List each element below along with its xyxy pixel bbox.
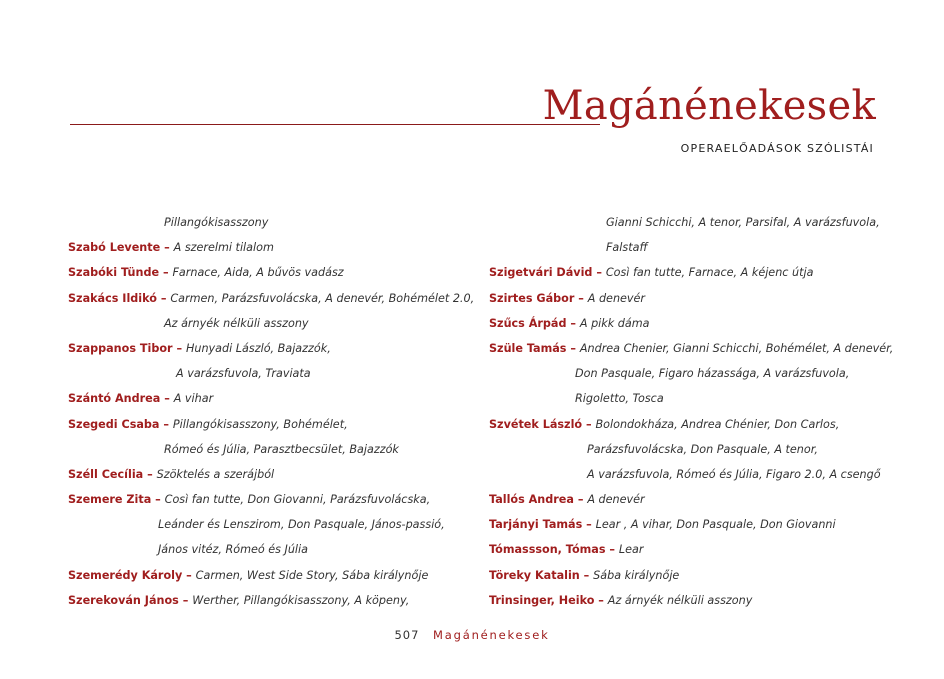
singer-name: Szabó Levente (68, 241, 161, 255)
opera-list: Werther, Pillangókisasszony, A köpeny, (192, 593, 410, 607)
singer-name: Szappanos Tibor (68, 341, 173, 355)
opera-list: A varázsfuvola, Traviata (176, 367, 311, 381)
opera-list: Don Pasquale, Figaro házassága, A varázsfuvola, (575, 367, 850, 381)
singer-entry-line (68, 238, 478, 263)
singer-entry-line (68, 289, 478, 314)
opera-list: Carmen, Parázsfuvolácska, A denevér, Bohémélet 2.0, (170, 291, 475, 305)
opera-list: Az árnyék nélküli asszony (164, 316, 309, 330)
singer-entry-line (489, 415, 889, 440)
opera-list: Sába királynője (593, 568, 680, 582)
right-column (489, 213, 894, 616)
name-separator-dash: – (151, 493, 165, 507)
singer-entry-line (489, 591, 889, 616)
singer-name: Trinsinger, Heiko (489, 593, 595, 607)
opera-list: Andrea Chenier, Gianni Schicchi, Bohémélet, A denevér, (579, 341, 894, 355)
name-separator-dash: – (592, 266, 606, 280)
singer-entry-line (68, 263, 478, 288)
opera-list: Rigoletto, Tosca (575, 392, 664, 406)
opera-list: Lear , A vihar, Don Pasquale, Don Giovanni (595, 518, 836, 532)
name-separator-dash: – (566, 341, 580, 355)
singer-name: Szüle Tamás (489, 341, 567, 355)
singer-entry-line (489, 289, 889, 314)
opera-list: Pillangókisasszony, Bohémélet, (172, 417, 348, 431)
singer-entry-line (489, 389, 889, 414)
name-separator-dash: – (160, 392, 174, 406)
singer-name: Szemerédy Károly (68, 568, 183, 582)
name-separator-dash: – (605, 543, 619, 557)
opera-list: Carmen, West Side Story, Sába királynője (195, 568, 429, 582)
opera-list: Parázsfuvolácska, Don Pasquale, A tenor, (587, 442, 818, 456)
name-separator-dash: – (582, 518, 596, 532)
singer-name: Széll Cecília (68, 467, 144, 481)
opera-list: Farnace, Aida, A bűvös vadász (172, 266, 344, 280)
opera-list: Rómeó és Júlia, Parasztbecsület, Bajazzók (164, 442, 399, 456)
singer-name: Tallós Andrea (489, 493, 574, 507)
name-separator-dash: – (159, 266, 173, 280)
singer-entry-line (68, 339, 478, 364)
singer-name: Szirtes Gábor (489, 291, 575, 305)
opera-list: Falstaff (606, 241, 648, 255)
opera-list: A denevér (587, 493, 645, 507)
singer-entry-line (489, 515, 889, 540)
opera-list: A pikk dáma (579, 316, 650, 330)
singer-name: Szerekován János (68, 593, 179, 607)
footer-title: Magánénekesek (433, 628, 550, 642)
opera-list: Gianni Schicchi, A tenor, Parsifal, A varázsfuvola, (606, 216, 880, 229)
opera-list: Szöktelés a szerájból (156, 467, 275, 481)
singer-entry-line (489, 238, 889, 263)
singer-entry-line (68, 540, 478, 565)
opera-list: Hunyadi László, Bajazzók, (185, 341, 331, 355)
name-separator-dash: – (178, 593, 193, 607)
singer-name: Tómassson, Tómas (489, 543, 606, 557)
singer-entry-line (68, 515, 478, 540)
singer-name: Szabóki Tünde (68, 266, 160, 280)
opera-list: A varázsfuvola, Rómeó és Júlia, Figaro 2.0, A csengő (587, 467, 881, 481)
singer-entry-line (489, 490, 889, 515)
singer-name: Szegedi Csaba (68, 417, 160, 431)
singer-name: Szakács Ildikó (68, 291, 157, 305)
singer-name: Tarjányi Tamás (489, 518, 583, 532)
name-separator-dash: – (594, 593, 608, 607)
page-number: 507 (394, 628, 420, 642)
singer-entry-line (489, 465, 889, 490)
singer-entry-line (489, 566, 889, 591)
opera-list: Lear (618, 543, 644, 557)
singer-name: Szemere Zita (68, 493, 152, 507)
opera-list: Leánder és Lenszirom, Don Pasquale, János-passió, (158, 518, 445, 532)
singer-entry-line (489, 540, 889, 565)
singer-name: Töreky Katalin (489, 568, 580, 582)
singer-entry-line (68, 490, 478, 515)
page-subtitle: OPERAELŐADÁSOK SZÓLISTÁI (680, 142, 874, 155)
name-separator-dash: – (156, 291, 171, 305)
left-column (68, 213, 478, 616)
singer-entry-line (68, 465, 478, 490)
singer-name: Szigetvári Dávid (489, 266, 593, 280)
name-separator-dash: – (566, 316, 580, 330)
opera-list: Così fan tutte, Farnace, A kéjenc útja (605, 266, 814, 280)
name-separator-dash: – (582, 417, 596, 431)
singer-entry-line (489, 440, 889, 465)
singer-entry-line (68, 415, 478, 440)
singer-entry-line (68, 440, 478, 465)
header-rule (70, 124, 600, 125)
singer-entry-line (489, 314, 889, 339)
name-separator-dash: – (579, 568, 594, 582)
opera-list: Az árnyék nélküli asszony (607, 593, 753, 607)
singer-name: Szvétek László (489, 417, 583, 431)
name-separator-dash: – (159, 417, 173, 431)
name-separator-dash: – (172, 341, 186, 355)
singer-entry-line (68, 591, 478, 616)
name-separator-dash: – (160, 241, 174, 255)
name-separator-dash: – (573, 493, 588, 507)
page-title: Magánénekesek (542, 83, 876, 129)
singer-entry-line (68, 314, 478, 339)
singer-entry-line (489, 364, 889, 389)
singer-entry-line (68, 364, 478, 389)
singer-entry-line (489, 213, 889, 238)
singer-entry-line (489, 339, 894, 364)
opera-list: Così fan tutte, Don Giovanni, Parázsfuvolácska, (164, 493, 431, 507)
opera-list: A denevér (587, 291, 646, 305)
opera-list: Bolondokháza, Andrea Chénier, Don Carlos, (595, 417, 840, 431)
opera-list: A szerelmi tilalom (173, 241, 274, 255)
singer-name: Szántó Andrea (68, 392, 161, 406)
opera-list: János vitéz, Rómeó és Júlia (158, 543, 308, 557)
singer-entry-line (68, 389, 478, 414)
opera-list: Pillangókisasszony (164, 216, 269, 229)
name-separator-dash: – (574, 291, 588, 305)
singer-entry-line (68, 213, 478, 238)
page-footer (0, 628, 944, 642)
opera-list: A vihar (173, 392, 214, 406)
singer-entry-line (489, 263, 889, 288)
singer-entry-line (68, 566, 478, 591)
name-separator-dash: – (182, 568, 196, 582)
name-separator-dash: – (143, 467, 157, 481)
singer-name: Szűcs Árpád (489, 316, 567, 330)
